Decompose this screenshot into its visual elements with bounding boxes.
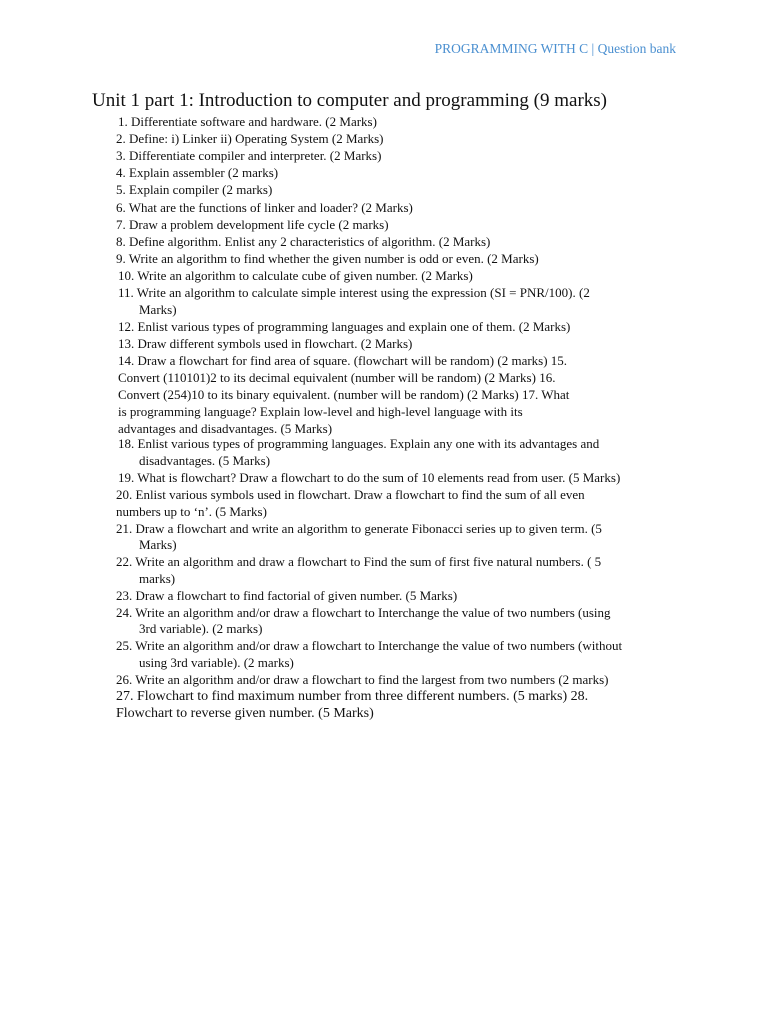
question-line: 18. Enlist various types of programming languages. Explain any one with its advantages and <box>118 436 600 451</box>
question-line: advantages and disadvantages. (5 Marks) <box>118 421 333 436</box>
question-line: 24. Write an algorithm and/or draw a flowchart to Interchange the value of two numbers (using <box>116 605 611 620</box>
question-line: 11. Write an algorithm to calculate simple interest using the expression (SI = PNR/100). (2 <box>118 285 590 300</box>
question-line: Convert (110101)2 to its decimal equivalent (number will be random) (2 Marks) 16. <box>118 370 556 385</box>
question-line: 10. Write an algorithm to calculate cube of given number. (2 Marks) <box>118 268 473 283</box>
question-line: 19. What is flowchart? Draw a flowchart to do the sum of 10 elements read from user. (5 Marks) <box>118 470 621 485</box>
question-line: 7. Draw a problem development life cycle (2 marks) <box>116 217 389 232</box>
question-line: Convert (254)10 to its binary equivalent. (number will be random) (2 Marks) 17. What <box>118 387 570 402</box>
question-line: Marks) <box>139 302 177 317</box>
question-line: 12. Enlist various types of programming languages and explain one of them. (2 Marks) <box>118 319 571 334</box>
question-line: 26. Write an algorithm and/or draw a flowchart to find the largest from two numbers (2 marks) <box>116 672 609 687</box>
question-line: 1. Differentiate software and hardware. (2 Marks) <box>118 114 377 129</box>
question-line: Flowchart to reverse given number. (5 Marks) <box>116 706 374 721</box>
unit-title: Unit 1 part 1: Introduction to computer and programming (9 marks) <box>92 90 607 111</box>
question-line: 2. Define: i) Linker ii) Operating System (2 Marks) <box>116 131 384 146</box>
question-line: using 3rd variable). (2 marks) <box>139 655 294 670</box>
page-header: PROGRAMMING WITH C | Question bank <box>434 41 676 56</box>
question-line: marks) <box>139 571 176 586</box>
question-line: 5. Explain compiler (2 marks) <box>116 182 273 197</box>
question-line: 4. Explain assembler (2 marks) <box>116 165 279 180</box>
question-line: is programming language? Explain low-level and high-level language with its <box>118 404 523 419</box>
question-line: 14. Draw a flowchart for find area of square. (flowchart will be random) (2 marks) 15. <box>118 353 568 368</box>
question-line: 3rd variable). (2 marks) <box>139 621 263 636</box>
question-line: 3. Differentiate compiler and interpreter. (2 Marks) <box>116 148 382 163</box>
question-line: Marks) <box>139 537 177 552</box>
question-line: 23. Draw a flowchart to find factorial of given number. (5 Marks) <box>116 588 458 603</box>
question-line: 25. Write an algorithm and/or draw a flowchart to Interchange the value of two numbers (without <box>116 638 623 653</box>
question-line: 22. Write an algorithm and draw a flowchart to Find the sum of first five natural numbers. ( 5 <box>116 554 602 569</box>
question-line: disadvantages. (5 Marks) <box>139 453 271 468</box>
question-line: 8. Define algorithm. Enlist any 2 characteristics of algorithm. (2 Marks) <box>116 234 491 249</box>
question-line: 27. Flowchart to find maximum number from three different numbers. (5 marks) 28. <box>116 689 589 704</box>
question-line: numbers up to ‘n’. (5 Marks) <box>116 504 267 519</box>
question-line: 6. What are the functions of linker and loader? (2 Marks) <box>116 200 413 215</box>
question-line: 9. Write an algorithm to find whether the given number is odd or even. (2 Marks) <box>116 251 539 266</box>
question-line: 21. Draw a flowchart and write an algorithm to generate Fibonacci series up to given term. (5 <box>116 521 602 536</box>
question-line: 13. Draw different symbols used in flowchart. (2 Marks) <box>118 336 413 351</box>
question-line: 20. Enlist various symbols used in flowchart. Draw a flowchart to find the sum of all even <box>116 487 585 502</box>
